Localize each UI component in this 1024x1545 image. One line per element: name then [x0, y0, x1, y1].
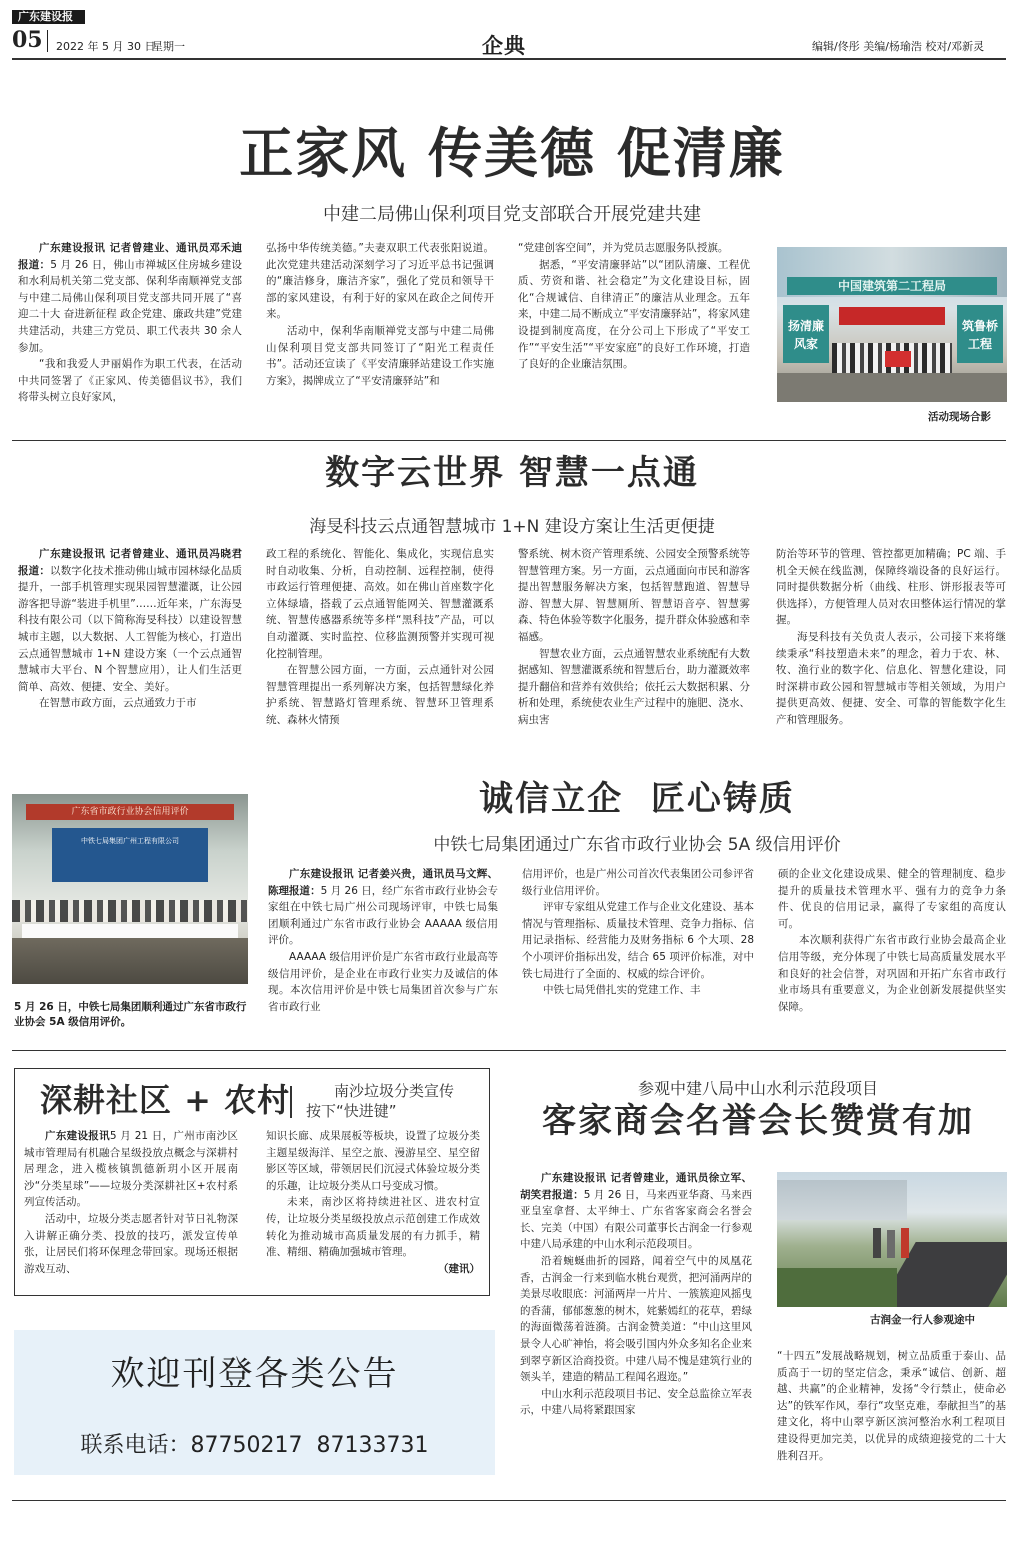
- article5-text: “十四五”发展战略规划，树立品质重于泰山、品质高于一切的坚定信念，秉承“诚信、创新、超越、共赢”的企业精神，发扬“令行禁止，使命必达”的铁军作风，奉行“攻坚克难，奉献担当”的基建文化，将中山翠亨新区滨河整治水利工程项目建设得更加完美，以优异的成绩迎接党的二十大胜利召开。: [777, 1350, 1006, 1462]
- article2-column-3: [518, 546, 750, 756]
- article3-column-1: [268, 866, 498, 1036]
- article1-group-photo: [777, 247, 1007, 402]
- photo-banner: 中国建筑第二工程局: [787, 277, 997, 295]
- ad-phone-2: 87133731: [316, 1433, 429, 1458]
- article1-photo-caption: 活动现场合影: [928, 411, 991, 423]
- article3-photo-caption: 5 月 26 日，中铁七局集团顺利通过广东省市政行业协会 5A 级信用评价。: [14, 1001, 247, 1028]
- article2-byline: 广东建设报讯 记者曾建业、通讯员冯晓君报道：: [18, 548, 242, 577]
- article4-text: 未来，南沙区将持续进社区、进农村宣传，让垃圾分类星级投放点示范创建工作成效转化为推动城市高质量发展的有力抓手，精准、精细、精确加强城市管理。: [266, 1196, 480, 1259]
- ad-contact: [14, 1428, 495, 1459]
- article4-text: 5 月 21 日，广州市南沙区城市管理局有机融合星级投放点概念与深耕村居理念，进入榄核镇凯德新玥小区开展南沙“分类星球”——垃圾分类深耕社区+农村系列宣传活动。: [24, 1130, 238, 1209]
- ad-headline: 欢迎刊登各类公告: [110, 1354, 399, 1394]
- article3-subtitle: 中铁七局集团通过广东省市政行业协会 5A 级信用评价: [433, 835, 841, 855]
- article1-text: “党建创客空间”，并为党员志愿服务队授旗。: [518, 242, 729, 254]
- article2-text: 在智慧公园方面，一方面，云点通针对公园智慧管理提出一系列解决方案，包括智慧绿化养护系统、智慧路灯管理系统、智慧环卫管理系统、森林火情预: [266, 664, 494, 726]
- article4-signoff: （建讯）: [438, 1262, 480, 1275]
- article3-headline: 诚信立企 匠心铸质: [479, 779, 795, 819]
- article5-text: 中山水利示范段项目书记、安全总监徐立军表示，中建八局将紧跟国家: [520, 1387, 752, 1417]
- article1-text: “我和我爱人尹丽娟作为职工代表，在活动中共同签署了《正家风、传美德倡议书》，我们将带头树立良好家风，: [18, 358, 242, 404]
- article5-text: 5 月 26 日，马来西亚华裔、马来西亚皇室拿督、太平绅士、广东省客家商会名誉会长、完美（中国）有限公司董事长古润金一行参观中建八局承建的中山水利示范段项目。: [520, 1188, 752, 1251]
- article3-text: 信用评价，也是广州公司首次代表集团公司参评省级行业信用评价。: [522, 868, 754, 897]
- article2-text: 政工程的系统化、智能化、集成化，实现信息实时自动收集、分析，自动控制、远程控制，使得市政运行管理便捷、高效。如在佛山首座数字化立体绿墙，搭载了云点通智能网关、智慧灌溉系统、智慧传感器系统等多样“黑科技”产品，可以自动灌溉、实时监控、位移监测预警并实现可视化控制管理。: [266, 548, 494, 660]
- page-credits: 编辑/佟彤 美编/杨瑜浩 校对/邓新灵: [812, 40, 985, 53]
- article2-headline: 数字云世界 智慧一点通: [325, 453, 699, 493]
- article5-column-1: [520, 1170, 752, 1480]
- article5-visit-photo: [777, 1172, 1007, 1307]
- article5-byline: 广东建设报讯 记者曾建业，通讯员徐立军、胡笑君报道：: [520, 1172, 752, 1201]
- article3-byline: 广东建设报讯 记者姜兴贵，通讯员马文辉、陈理报道：: [268, 868, 498, 897]
- article2-text: 防治等环节的管理、管控都更加精确；PC 端、手机全天候在线监测，保障终端设备的良好运行。同时提供数据分析（曲线、柱形、饼形报表等可供选择），方便管理人员对农田整体运行情况的掌握。: [776, 548, 1006, 627]
- issue-date: 2022 年 5 月 30 日: [56, 40, 156, 53]
- article4-text: 知识长廊、成果展板等板块，设置了垃圾分类主题星级海洋、星空之旅、漫游星空、星空留影区等区域，带领居民们沉浸式体验垃圾分类的乐趣，让垃圾分类从口号变成习惯。: [266, 1130, 480, 1192]
- divider-rule: [12, 440, 1006, 441]
- page-number-divider: [47, 30, 48, 52]
- article3-column-2: [522, 866, 754, 1036]
- article4-column-1: [24, 1128, 238, 1290]
- ad-phone-1: 87750217: [190, 1433, 303, 1458]
- photo-screen: 中铁七局集团广州工程有限公司: [52, 828, 208, 882]
- article2-text: 海旻科技有关负责人表示，公司接下来将继续秉承“科技塑造未来”的理念，着力于农、林、牧、渔行业的数字化、信息化、智慧化建设，同时深耕市政公园和智慧城市等相关领域，为用户提供更高效、便捷、安全、可靠的智能数字化生产和管理服务。: [776, 630, 1006, 726]
- article5-text: 沿着蜿蜒曲折的园路，闻着空气中的凤凰花香，古润金一行来到临水桃台观赏，把河涌两岸的美景尽收眼底：河涌两岸一片片、一簇簇迎风摇曳的香蒲，郁郁葱葱的树木，姹紫嫣红的花草，碧绿的海面微荡着涟漪。古润金赞美道：“中山这里风景令人心旷神怡，将会吸引国内外众多知名企业来到翠亨新区洽商投资。中建八局不愧是建筑行业的领头羊，建造的精品工程闻名遐迩。”: [520, 1254, 752, 1384]
- article2-text: 智慧农业方面，云点通智慧农业系统配有大数据感知、智慧灌溉系统和智慧后台，助力灌溉效率提升翻倍和营养有效供给；依托云大数据积累、分析和处理，系统使农业生产过程中的施肥、浇水、病虫害: [518, 647, 750, 726]
- article3-text: 硕的企业文化建设成果、健全的管理制度、稳步提升的质量技术管理水平、强有力的竞争力条件、优良的信用记录，赢得了专家组的高度认可。: [778, 868, 1006, 930]
- article4-headline: 深耕社区 + 农村: [40, 1081, 291, 1119]
- page-number: 05: [12, 27, 43, 53]
- article2-text: 警系统、树木资产管理系统、公园安全预警系统等智慧管理方案。另一方面，云点通面向市民和游客提出智慧服务解决方案，包括智慧跑道、智慧导游、智慧大屏、智慧厕所、智慧语音亭、智慧雾森、特色体验等数字化服务，提升群众体验感和幸福感。: [518, 548, 750, 643]
- article4-subtitle-line1: 南沙垃圾分类宣传: [334, 1082, 455, 1100]
- article2-column-2: [266, 546, 494, 756]
- article1-column-3: [518, 240, 750, 430]
- article5-headline: 客家商会名誉会长赞赏有加: [542, 1101, 974, 1141]
- article2-column-1: [18, 546, 242, 756]
- section-title: 企典: [482, 33, 526, 58]
- article3-meeting-photo: [12, 794, 248, 984]
- article1-text: 活动中，保利华南顺禅党支部与中建二局佛山保利项目党支部共同签订了“阳光工程责任书”。活动还宣读了《平安清廉驿站建设工作实施方案》，揭牌成立了“平安清廉驿站”和: [266, 324, 494, 387]
- ad-contact-label: 联系电话：: [80, 1433, 191, 1458]
- article4-subtitle-line2: 按下“快进键”: [306, 1102, 397, 1120]
- article1-text: 5 月 26 日，佛山市禅城区住房城乡建设和水利局机关第二党支部、保利华南顺禅党支部与中建二局佛山保利项目党支部共同开展了“喜迎二十大 奋进新征程 政企党建、廉政共建”党建共建活动，共建三方党员、职工代表共 30 余人参加。: [18, 258, 242, 354]
- article1-column-2: [266, 240, 494, 430]
- article5-kicker: 参观中建八局中山水利示范段项目: [637, 1079, 878, 1098]
- article5-column-2: [777, 1348, 1006, 1480]
- article1-text: 弘扬中华传统美德。”夫妻双职工代表张阳说道。此次党建共建活动深刻学习了习近平总书记强调的“廉洁修身，廉洁齐家”，强化了党员和领导干部的家风建设，有利于好的家风在政企之间传开来。: [266, 242, 494, 321]
- article1-subtitle: 中建二局佛山保利项目党支部联合开展党建共建: [323, 204, 701, 225]
- article1-column-1: [18, 240, 242, 430]
- article3-column-3: [778, 866, 1006, 1036]
- article4-text: 活动中，垃圾分类志愿者针对节日礼物深入讲解正确分类、投放的技巧，派发宣传单张，让居民们将环保理念带回家。现场还根据游戏互动、: [24, 1212, 238, 1275]
- article3-text: 评审专家组从党建工作与企业文化建设、基本情况与管理指标、质量技术管理、竞争力指标、信用记录指标、经营能力及财务指标 6 个大项、28 个小项评价指标出发，结合 65 项评价标准，对中铁七局进行了全面的、权威的综合评价。: [522, 901, 754, 980]
- paper-name: 广东建设报: [18, 10, 73, 23]
- divider-rule: [12, 1050, 1006, 1051]
- article1-headline: 正家风 传美德 促清廉: [239, 121, 785, 185]
- article2-subtitle: 海旻科技云点通智慧城市 1+N 建设方案让生活更便捷: [309, 517, 715, 537]
- article5-photo-caption: 古润金一行人参观途中: [870, 1314, 975, 1326]
- article3-text: 5 月 26 日，经广东省市政行业协会专家组在中铁七局广州公司现场评审，中铁七局集团顺利通过广东省市政行业协会 AAAAA 级信用评价。: [268, 884, 498, 947]
- article2-column-4: [776, 546, 1006, 756]
- article2-text: 以数字化技术推动佛山城市园林绿化品质提升，一部手机管理实现果园智慧灌溉，让公园游客把导游“装进手机里”……近年来，广东海旻科技有限公司（以下简称海旻科技）以建设智慧城市主题，以大数据、人工智能为核心，打造出云点通智慧城市 1+N 建设方案（一个云点通智慧城市大平台、N 个智慧应用），让人们生活更简单、高效、便捷、安全、美好。: [18, 564, 242, 693]
- article1-byline: 广东建设报讯 记者曾建业、通讯员邓禾迪报道：: [18, 242, 242, 271]
- issue-weekday: 星期一: [152, 40, 185, 53]
- photo-banner: 广东省市政行业协会信用评价: [26, 804, 234, 820]
- article3-text: 中铁七局凭借扎实的党建工作、丰: [543, 984, 701, 997]
- masthead-rule: [12, 58, 1006, 60]
- article4-byline: 广东建设报讯: [45, 1130, 110, 1142]
- article3-text: AAAAA 级信用评价是广东省市政行业最高等级信用评价，是企业在市政行业实力及诚信的体现。本次信用评价是中铁七局集团首次参与广东省市政行业: [268, 950, 498, 1013]
- bottom-rule: [12, 1500, 1006, 1501]
- article1-text: 据悉，“平安清廉驿站”以“团队清廉、工程优质、劳资和谐、社会稳定”为文化建设目标，固化“合规诚信、自律清正”的廉洁从业理念。五年来，中建二局不断成立“平安清廉驿站”，将家风建设提到制度高度，在分公司上下形成了“平安工作”“平安生活”“平安家庭”的良好工作环境，打造了良好的企业廉洁氛围。: [518, 258, 750, 371]
- photo-sign-left: 扬清廉风家: [783, 305, 829, 363]
- article4-column-2: [266, 1128, 480, 1290]
- photo-sign-right: 筑鲁桥工程: [957, 305, 1003, 363]
- article4-title-divider: [290, 1086, 292, 1118]
- article3-text: 本次顺利获得广东省市政行业协会最高企业信用等级，充分体现了中铁七局高质量发展水平和良好的社会信誉，对巩固和开拓广东省市政行业市场具有重要意义，为企业创新发展提供坚实保障。: [778, 934, 1006, 1013]
- article2-text: 在智慧市政方面，云点通致力于市: [39, 697, 197, 710]
